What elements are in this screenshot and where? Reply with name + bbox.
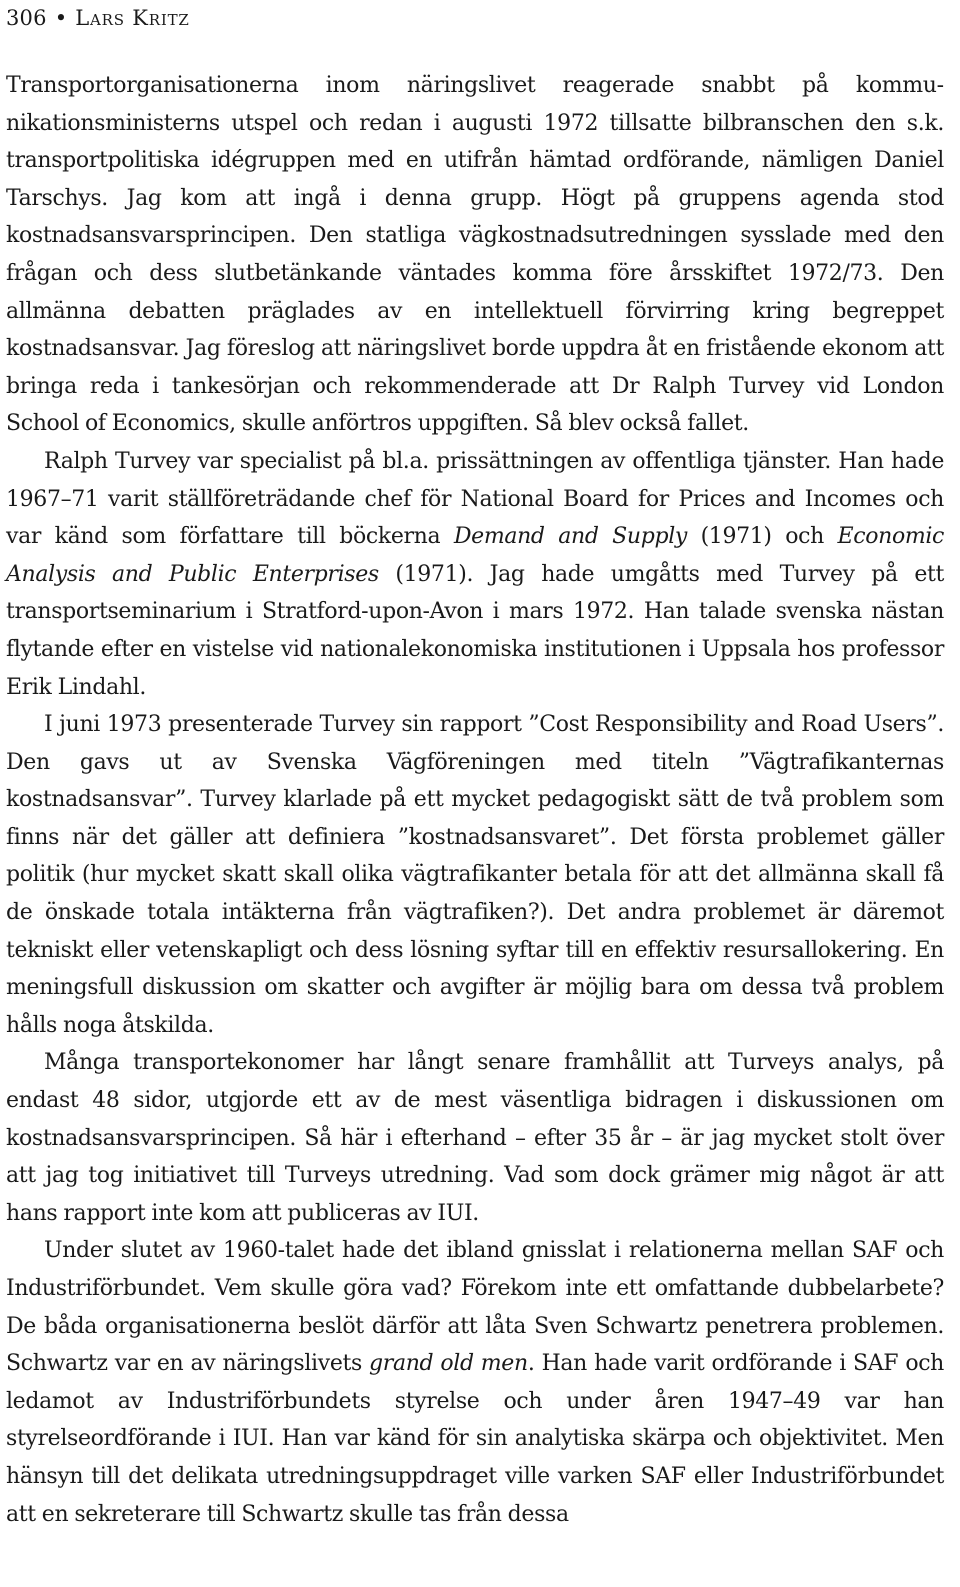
paragraph	[6, 1232, 944, 1533]
paragraph	[6, 443, 944, 706]
header-separator: •	[54, 6, 68, 30]
text-segment: . Han hade varit ordförande i SAF och ledamot av Industriförbundets styrelse och under åren 1947–49 var han styrelseordförande i IUI. Han var känd för sin analytiska skärpa och objektivitet. Men hänsyn till det delikata utredningsuppdraget ville varken SAF eller Industriförbundet att en sekreterare till Schwartz skulle tas från dessa	[6, 1351, 945, 1527]
paragraph	[6, 706, 944, 1044]
body-text	[6, 67, 944, 1533]
text-segment: (1971). Jag hade umgåtts med Turvey på ett transportseminarium i Stratford-upon-Avon i mars 1972. Han talade svenska nästan flytande efter en vistelse vid nationalekonomiska institutionen i Uppsala hos professor Erik Lindahl.	[6, 561, 944, 700]
italic-title: Demand and Supply	[453, 524, 687, 550]
italic-title: grand old men	[369, 1351, 528, 1377]
italic-title: Economic Analysis and Public Enterprises	[6, 524, 945, 587]
paragraph	[6, 67, 944, 443]
paragraph	[6, 1044, 944, 1232]
page-number: 306	[6, 6, 47, 30]
text-segment: Många transportekonomer har långt senare framhållit att Turveys analys, på endast 48 sidor, utgjorde ett av de mest väsentliga bidragen i diskussionen om kostnadsansvarsprincipen. Så här i efterhand – efter 35 år – är jag mycket stolt över att jag tog initiativet till Turveys utredning. Vad som dock grämer mig något är att hans rapport inte kom att publiceras av IUI.	[6, 1050, 944, 1226]
text-segment: Under slutet av 1960-talet hade det ibland gnisslat i relationerna mellan SAF och Industriförbundet. Vem skulle göra vad? Förekom inte ett omfattande dubbelarbete? De båda organisationerna beslöt därför att låta Sven Schwartz penetrera problemen. Schwartz var en av näringslivets	[6, 1238, 944, 1377]
header-author: Lars Kritz	[75, 6, 190, 30]
text-segment: Transportorganisationerna inom näringslivet reagerade snabbt på kommunikationsministerns utspel och redan i augusti 1972 tillsatte bilbranschen den s.k. transportpolitiska idégruppen med en utifrån hämtad ordförande, nämligen Daniel Tarschys. Jag kom att ingå i denna grupp. Högt på gruppens agenda stod kostnadsansvarsprincipen. Den statliga vägkostnadsutredningen sysslade med den frågan och dess slutbetänkande väntades komma före årsskiftet 1972/73. Den allmänna debatten präglades av en intellektuell förvirring kring begreppet kostnadsansvar. Jag föreslog att näringslivet borde uppdra åt en fristående ekonom att bringa reda i tankesörjan och rekommenderade att Dr Ralph Turvey vid London School of Economics, skulle anförtros uppgiften. Så blev också fallet.	[6, 73, 944, 437]
text-segment: Ralph Turvey var specialist på bl.a. prissättningen av offentliga tjänster. Han hade 1967–71 varit ställföreträdande chef för National Board for Prices and Incomes och var känd som författare till böckerna	[6, 448, 944, 550]
text-segment: (1971) och	[686, 524, 838, 550]
text-segment: I juni 1973 presenterade Turvey sin rapport ”Cost Responsibility and Road Users”. Den gavs ut av Svenska Vägföreningen med titeln ”Vägtrafikanternas kostnadsansvar”. Turvey klarlade på ett mycket pedagogiskt sätt de två problem som finns när det gäller att definiera ”kostnadsansvaret”. Det första problemet gäller politik (hur mycket skatt skall olika vägtrafikanter betala för att det allmänna skall få de önskade totala intäkterna från vägtrafiken?). Det andra problemet är däremot tekniskt eller vetenskapligt och dess lösning syftar till en effektiv resursallokering. En meningsfull diskussion om skatter och avgifter är möjlig bara om dessa två problem hålls noga åtskilda.	[6, 712, 944, 1038]
running-head	[6, 6, 190, 30]
